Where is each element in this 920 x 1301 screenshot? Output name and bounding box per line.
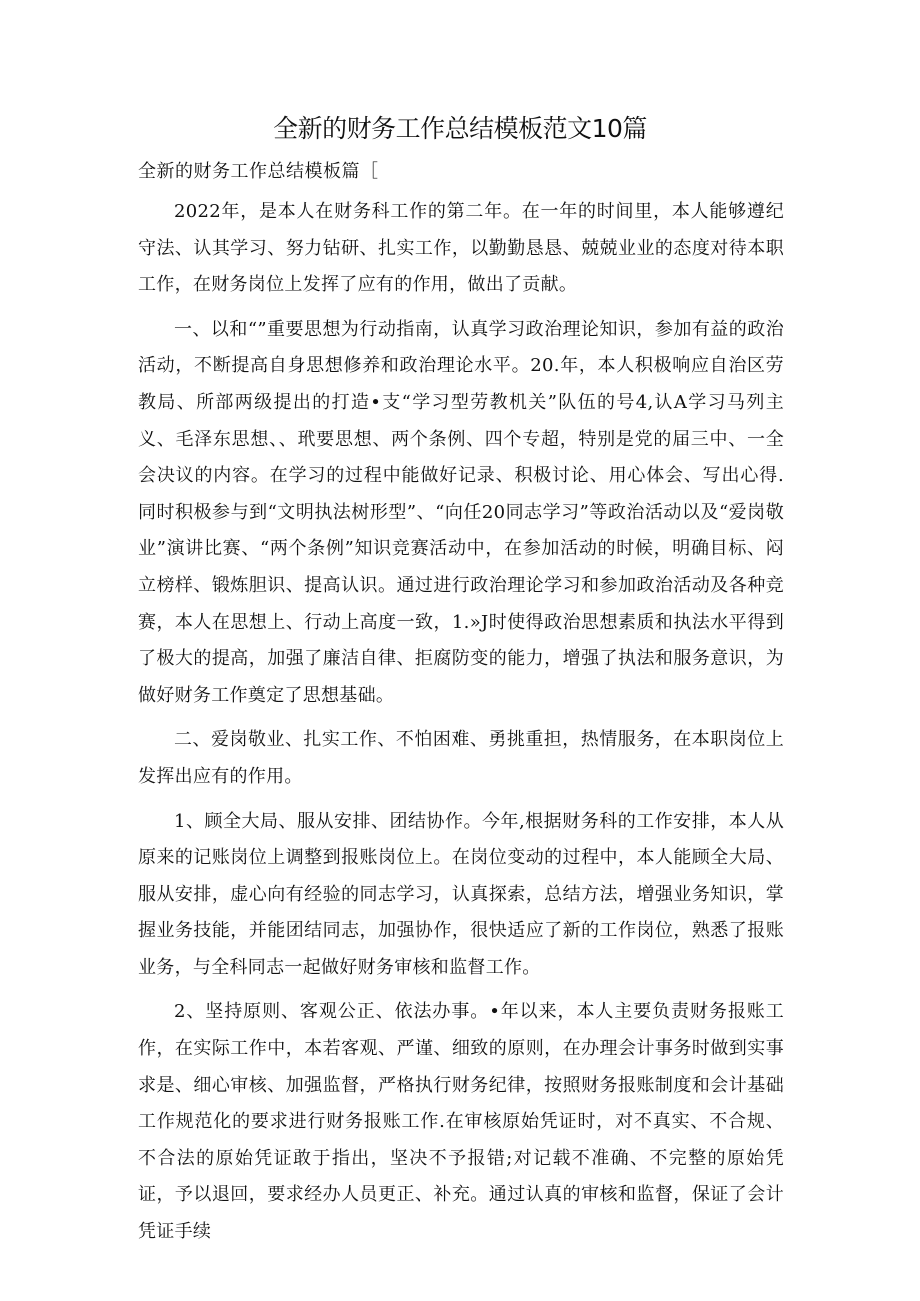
document-title: 全新的财务工作总结模板范文10篇 [273,114,647,143]
paragraph-intro: 2022年，是本人在财务科工作的第二年。在一年的时间里，本人能够遵纪守法、认其学习、努力钻研、扎实工作，以勤勤恳恳、兢兢业业的态度对待本职工作，在财务岗位上发挥了应有的作用，做出了贡献。 [138,201,784,296]
section-heading: 全新的财务工作总结模板篇［ [138,161,379,182]
document-body [138,194,784,1259]
paragraph-political-study: 一、以和“”重要思想为行动指南，认真学习政治理论知识，参加有益的政治活动，不断提高自身思想修养和政治理论水平。20.年，本人积极响应自治区劳教局、所部两级提出的打造•支“学习型劳教机关”队伍的号4,认A学习马列主义、毛泽东思想、、玳要思想、两个条例、四个专超，特别是党的届三中、一全会决议的内容。在学习的过程中能做好记录、积极讨论、用心体会、写出心得.同时积极参与到“文明执法树形型”、“向任20同志学习”等政治活动以及“爱岗敬业”演讲比赛、“两个条例”知识竞赛活动中，在参加活动的时候，明确目标、闷立榜样、锻炼胆识、提高认识。通过进行政治理论学习和参加政治活动及各种竞赛，本人在思想上、行动上高度一致，1.»J时使得政治思想素质和执法水平得到了极大的提高，加强了廉洁自律、拒腐防变的能力，增强了执法和服务意识，为做好财务工作奠定了思想基础。 [138,318,784,706]
paragraph-dedication: 二、爱岗敬业、扎实工作、不怕困难、勇挑重担，热情服务，在本职岗位上发挥出应有的作用。 [138,729,784,787]
paragraph-teamwork: 1、顾全大局、服从安排、团结协作。今年,根据财务科的工作安排，本人从原来的记账岗位上调整到报账岗位上。在岗位变动的过程中，本人能顾全大局、服从安排，虚心向有经验的同志学习，认真探索，总结方法，增强业务知识，掌握业务技能，并能团结同志，加强协作，很快适应了新的工作岗位，熟悉了报账业务，与全科同志一起做好财务审核和监督工作。 [138,810,784,978]
paragraph-principles: 2、坚持原则、客观公正、依法办事。•年以来，本人主要负责财务报账工作，在实际工作中，本若客观、严谨、细致的原则，在办理会计事务时做到实事求是、细心审核、加强监督，严格执行财务纪律，按照财务报账制度和会计基础工作规范化的要求进行财务报账工作.在审核原始凭证时，对不真实、不合规、不合法的原始凭证敢于指出，坚决不予报错;对记载不准确、不完整的原始凭证，予以退回，要求经办人员更正、补充。通过认真的审核和监督，保证了会计凭证手续 [138,1001,784,1243]
